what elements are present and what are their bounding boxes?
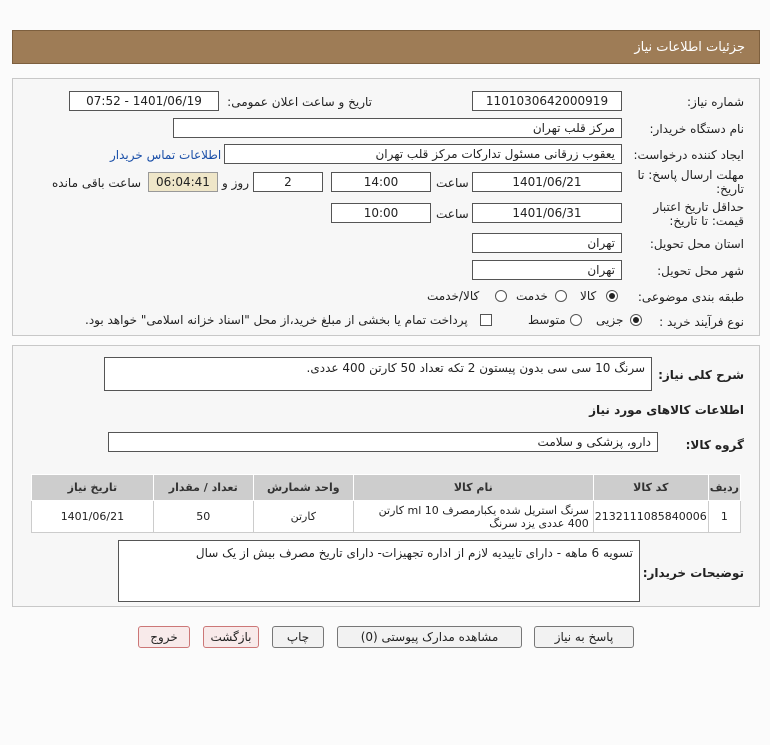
days-label: روز و: [222, 176, 249, 190]
validity-time-label: ساعت: [436, 207, 469, 221]
validity-label: حداقل تاریخ اعتبار: [653, 200, 744, 214]
table-row: [32, 501, 741, 533]
deadline-time-label: ساعت: [436, 176, 469, 190]
cell-date: 1401/06/21: [32, 501, 154, 533]
province-field: تهران: [472, 233, 622, 253]
process-minor-radio[interactable]: [630, 314, 642, 326]
cell-name: سرنگ استریل شده یکبارمصرف 10 ml کارتن 400 عددی یزد سرنگ: [353, 501, 593, 533]
deadline-time-field: 14:00: [331, 172, 431, 192]
category-service-label: خدمت: [516, 289, 548, 303]
buyer-notes-label: توضیحات خریدار:: [642, 566, 744, 580]
cell-qty: 50: [153, 501, 253, 533]
attachments-button[interactable]: مشاهده مدارک پیوستی (0): [337, 626, 522, 648]
exit-button[interactable]: خروج: [138, 626, 190, 648]
col-qty-header: تعداد / مقدار: [153, 475, 253, 501]
col-name-header: نام کالا: [353, 475, 593, 501]
goods-table: [31, 474, 741, 533]
deadline-label-2: تاریخ:: [716, 182, 744, 196]
category-goods-label: کالا: [580, 289, 597, 303]
goods-info-title: اطلاعات کالاهای مورد نیاز: [589, 403, 744, 417]
col-date-header: تاریخ نیاز: [32, 475, 154, 501]
need-number-field: 1101030642000919: [472, 91, 622, 111]
treasury-payment-note: پرداخت تمام یا بخشی از مبلغ خرید،از محل "اسناد خزانه اسلامی" خواهد بود.: [85, 313, 468, 327]
reply-button[interactable]: پاسخ به نیاز: [534, 626, 634, 648]
category-goods-service-label: کالا/خدمت: [427, 289, 480, 303]
print-button[interactable]: چاپ: [272, 626, 324, 648]
buyer-contact-link[interactable]: اطلاعات تماس خریدار: [110, 148, 222, 162]
creator-label: ایجاد کننده درخواست:: [633, 148, 744, 162]
buyer-org-label: نام دستگاه خریدار:: [649, 122, 744, 136]
buyer-org-field: مرکز قلب تهران: [173, 118, 622, 138]
province-label: استان محل تحویل:: [649, 237, 744, 251]
days-field: 2: [253, 172, 323, 192]
goods-group-field: دارو، پزشکی و سلامت: [108, 432, 658, 452]
goods-group-label: گروه کالا:: [685, 438, 744, 452]
col-row-header: ردیف: [708, 475, 740, 501]
announce-label: تاریخ و ساعت اعلان عمومی:: [227, 95, 372, 109]
buyer-notes-field: تسویه 6 ماهه - دارای تاییدیه لازم از اداره تجهیزات- دارای تاریخ مصرف بیش از یک سال: [118, 540, 640, 602]
city-field: تهران: [472, 260, 622, 280]
process-minor-label: جزیی: [596, 313, 624, 327]
goods-table-header: [32, 475, 741, 501]
validity-time-field: 10:00: [331, 203, 431, 223]
summary-label: شرح کلی نیاز:: [658, 368, 744, 382]
cell-unit: کارتن: [253, 501, 353, 533]
col-code-header: کد کالا: [593, 475, 708, 501]
need-number-label: شماره نیاز:: [687, 95, 744, 109]
validity-label-2: قیمت: تا تاریخ:: [669, 214, 744, 228]
remaining-label: ساعت باقی مانده: [52, 176, 142, 190]
back-button[interactable]: بازگشت: [203, 626, 259, 648]
validity-date-field: 1401/06/31: [472, 203, 622, 223]
creator-field: یعقوب زرقانی مسئول تدارکات مرکز قلب تهران: [224, 144, 622, 164]
cell-code: 2132111085840006: [593, 501, 708, 533]
cell-row: 1: [708, 501, 740, 533]
announce-field: 1401/06/19 - 07:52: [69, 91, 219, 111]
category-goods-service-radio[interactable]: [495, 290, 507, 302]
category-label: طبقه بندی موضوعی:: [637, 290, 744, 304]
process-label: نوع فرآیند خرید :: [659, 315, 744, 329]
remaining-time-field: 06:04:41: [148, 172, 218, 192]
page-title: جزئیات اطلاعات نیاز: [634, 40, 745, 55]
col-unit-header: واحد شمارش: [253, 475, 353, 501]
process-medium-label: متوسط: [528, 313, 566, 327]
category-service-radio[interactable]: [555, 290, 567, 302]
treasury-payment-checkbox[interactable]: [480, 314, 492, 326]
category-goods-radio[interactable]: [606, 290, 618, 302]
deadline-label: مهلت ارسال پاسخ: تا: [637, 168, 744, 182]
deadline-date-field: 1401/06/21: [472, 172, 622, 192]
city-label: شهر محل تحویل:: [657, 264, 744, 278]
page-header: [12, 30, 760, 64]
summary-field: سرنگ 10 سی سی بدون پیستون 2 تکه تعداد 50 کارتن 400 عددی.: [104, 357, 652, 391]
process-medium-radio[interactable]: [570, 314, 582, 326]
